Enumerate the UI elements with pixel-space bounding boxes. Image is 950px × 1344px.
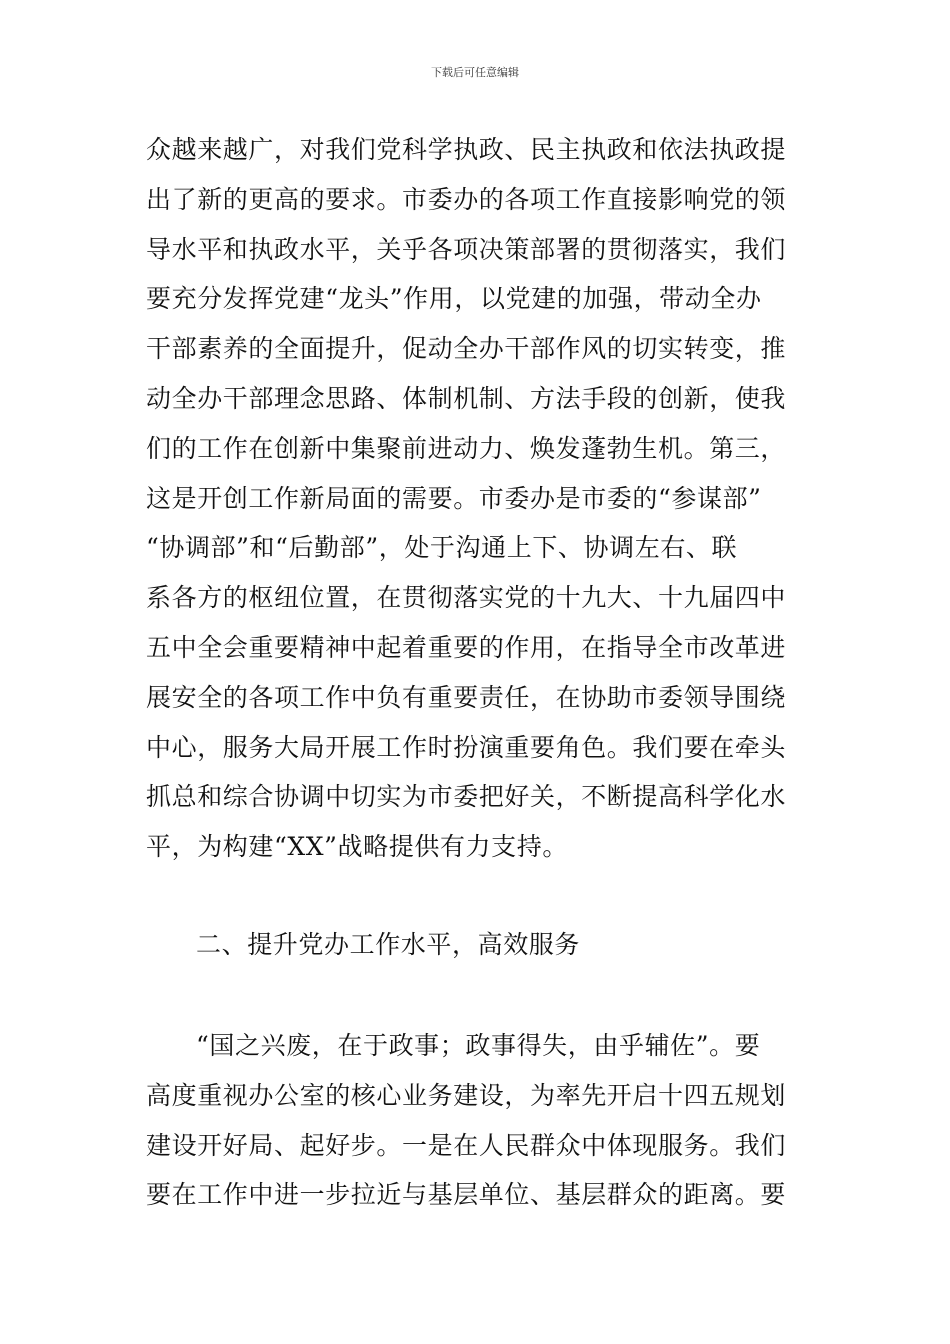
text-line: “国之兴废，在于政事；政事得失，由乎辅佐”。要: [196, 1031, 761, 1060]
text-line: 干部素养的全面提升，促动全办干部作风的切实转变，推: [146, 334, 787, 364]
text-line: 要充分发挥党建“龙头”作用，以党建的加强，带动全办: [146, 284, 762, 314]
text-line: 动全办干部理念思路、体制机制、方法手段的创新，使我: [146, 383, 787, 413]
body-paragraph: [146, 1021, 816, 1220]
text-line: 抓总和综合协调中切实为市委把好关，不断提高科学化水: [146, 782, 787, 812]
text-line: 出了新的更高的要求。市委办的各项工作直接影响党的领: [146, 184, 787, 214]
text-line: 系各方的枢纽位置，在贯彻落实党的十九大、十九届四中: [146, 583, 787, 613]
text-line: 要在工作中进一步拉近与基层单位、基层群众的距离。要: [146, 1180, 787, 1210]
text-line: 建设开好局、起好步。一是在人民群众中体现服务。我们: [146, 1130, 787, 1160]
text-line: 导水平和执政水平，关乎各项决策部署的贯彻落实，我们: [146, 234, 787, 264]
text-line: 展安全的各项工作中负有重要责任，在协助市委领导围绕: [146, 682, 787, 712]
body-paragraph: [146, 125, 816, 872]
section-heading: [146, 920, 816, 970]
text-line: 这是开创工作新局面的需要。市委办是市委的“参谋部”: [146, 483, 762, 513]
section-heading-text: 二、提升党办工作水平，高效服务: [196, 930, 581, 959]
text-line: “协调部”和“后勤部”，处于沟通上下、协调左右、联: [146, 533, 738, 563]
text-line: 中心，服务大局开展工作时扮演重要角色。我们要在牵头: [146, 732, 787, 762]
text-line: 高度重视办公室的核心业务建设，为率先开启十四五规划: [146, 1080, 787, 1110]
text-line: 众越来越广，对我们党科学执政、民主执政和依法执政提: [146, 135, 787, 164]
text-line: 们的工作在创新中集聚前进动力、焕发蓬勃生机。第三，: [146, 433, 787, 463]
page-header-note: 下载后可任意编辑: [431, 66, 519, 79]
text-line: 五中全会重要精神中起着重要的作用，在指导全市改革进: [146, 632, 787, 662]
text-line: 平，为构建“XX”战略提供有力支持。: [146, 832, 568, 862]
